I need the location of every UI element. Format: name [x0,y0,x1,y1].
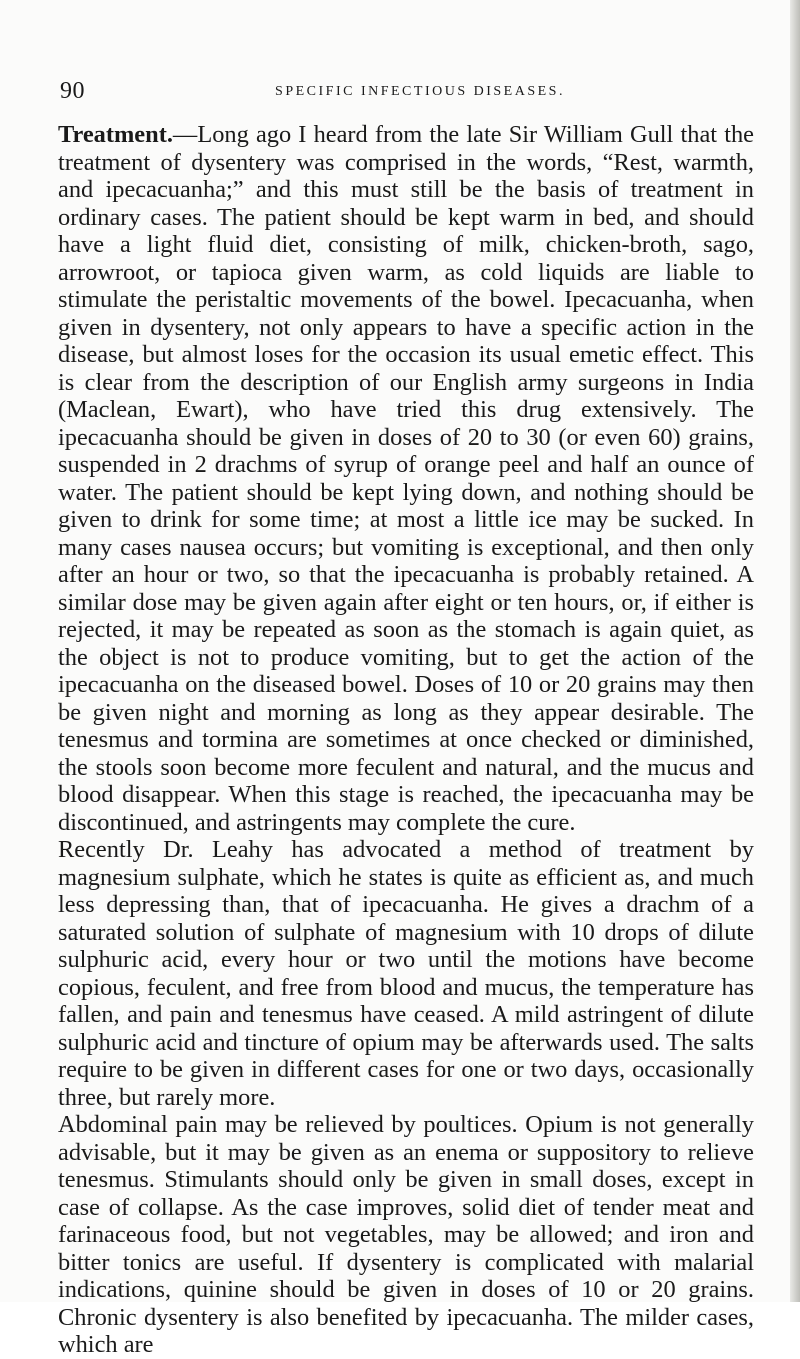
paragraph-treatment [58,121,754,836]
paragraph-text: Recently Dr. Leahy has advocated a method of treatment by magnesium sulphate, which he states is quite as efficient as, and much less depressing than, that of ipecacuanha. He gives a drachm of a saturated solution of sulphate of magnesium with 10 drops of dilute sulphuric acid, every hour or two until the motions have become copious, feculent, and free from blood and mucus, the temperature has fallen, and pain and tenesmus have ceased. A mild astringent of dilute sulphuric acid and tincture of opium may be afterwards used. The salts require to be given in different cases for one or two days, occasionally three, but rarely more. [58,836,754,1111]
paragraph-lead: Treatment. [58,121,173,148]
body-text [58,121,754,1359]
paragraph-text: —Long ago I heard from the late Sir William Gull that the treatment of dysentery was comprised in the words, “Rest, warmth, and ipecacuanha;” and this must still be the basis of treatment in ordinary cases. The patient should be kept warm in bed, and should have a light fluid diet, consisting of milk, chicken-broth, sago, arrowroot, or tapioca given warm, as cold liquids are liable to stimulate the peristaltic movements of the bowel. Ipecacuanha, when given in dysentery, not only appears to have a specific action in the disease, but almost loses for the occasion its usual emetic effect. This is clear from the description of our English army surgeons in India (Maclean, Ewart), who have tried this drug extensively. The ipecacuanha should be given in doses of 20 to 30 (or even 60) grains, suspended in 2 drachms of syrup of orange peel and half an ounce of water. The patient should be kept lying down, and nothing should be given to drink for some time; at most a little ice may be sucked. In many cases nausea occurs; but vomiting is exceptional, and then only after an hour or two, so that the ipecacuanha is probably retained. A similar dose may be given again after eight or ten hours, or, if either is rejected, it may be repeated as soon as the stomach is again quiet, as the object is not to produce vomiting, but to get the action of the ipecacuanha on the diseased bowel. Doses of 10 or 20 grains may then be given night and morning as long as they appear desirable. The tenesmus and tormina are sometimes at once checked or diminished, the stools soon become more feculent and natural, and the mucus and blood disappear. When this stage is reached, the ipecacuanha may be discontinued, and astringents may complete the cure. [58,121,754,836]
running-head: SPECIFIC INFECTIOUS DISEASES. [275,84,565,99]
page-number: 90 [60,78,85,104]
paragraph-text: Abdominal pain may be relieved by poultices. Opium is not generally advisable, but it may be given as an enema or suppository to relieve tenesmus. Stimulants should only be given in small doses, except in case of collapse. As the case improves, solid diet of tender meat and farinaceous food, but not vegetables, may be allowed; and iron and bitter tonics are useful. If dysentery is complicated with malarial indications, quinine should be given in doses of 10 or 20 grains. Chronic dysentery is also benefited by ipecacuanha. The milder cases, which are [58,1111,754,1358]
page-header [60,78,760,108]
page-edge-shadow [790,0,800,1302]
paragraph-abdominal-pain [58,1111,754,1359]
paragraph-magnesium-sulphate [58,836,754,1111]
